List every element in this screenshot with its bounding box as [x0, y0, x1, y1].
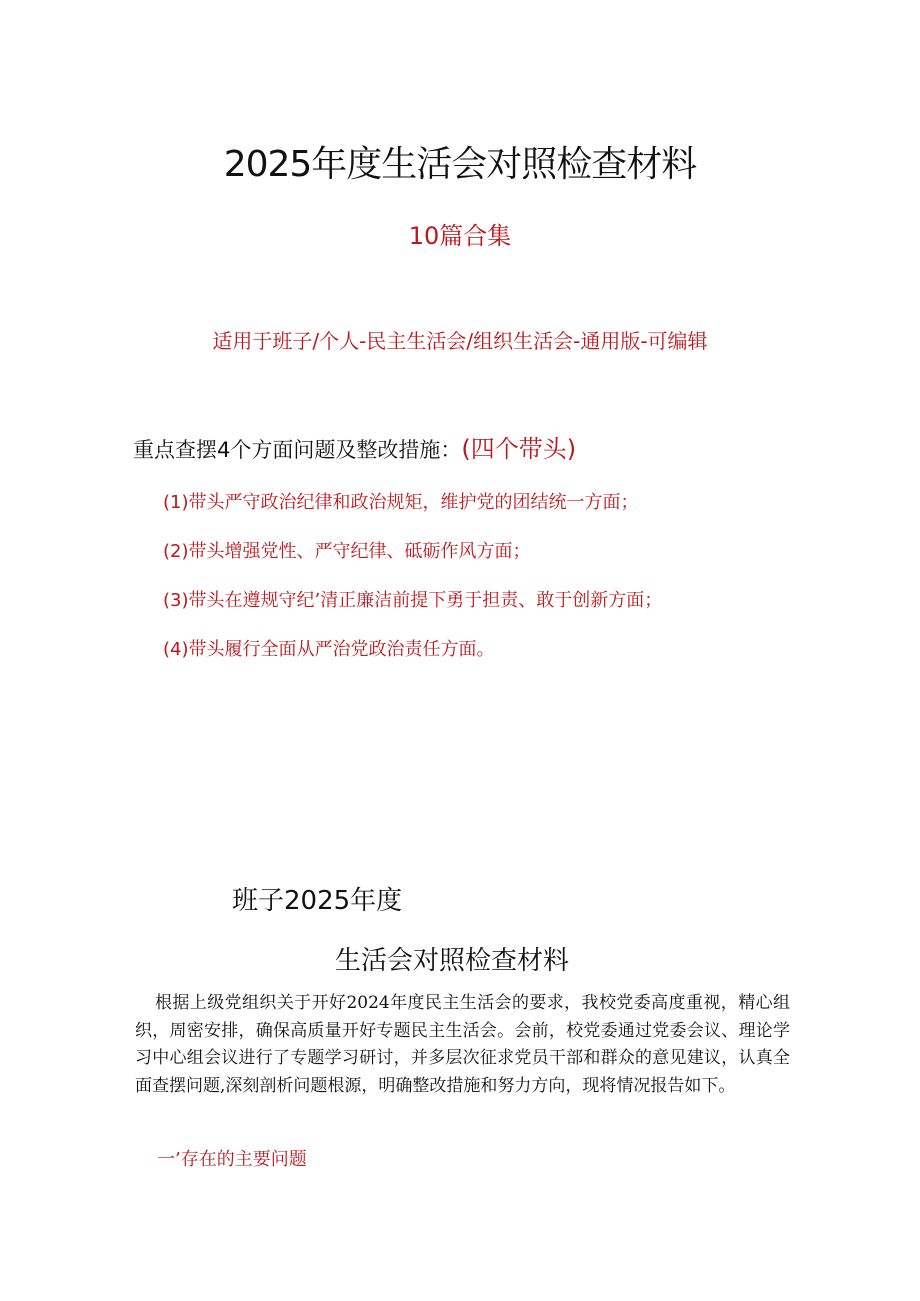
focus-item-2: [163, 537, 531, 563]
focus-heading-accent: (四个带头): [461, 435, 577, 463]
focus-item-4: [163, 635, 495, 661]
section-title-line-1: 班子2025年度: [232, 886, 403, 916]
intro-paragraph: 根据上级党组织关于开好2024年度民主生活会的要求，我校党委高度重视，精心组织，周密安排，确保高质量开好专题民主生活会。会前，校党委通过党委会议、理论学习中心组会议进行了专题学习研讨，并多层次征求党员干部和群众的意见建议，认真全面查摆问题,深刻剖析问题根源，明确整改措施和努力方向，现将情况报告如下。: [135, 993, 790, 1096]
section-heading-1: 一’存在的主要问题: [157, 1149, 307, 1170]
usage-note: 适用于班子/个人-民主生活会/组织生活会-通用版-可编辑: [212, 329, 708, 353]
document-subtitle: 10篇合集: [408, 222, 512, 250]
focus-item-number: (2): [163, 541, 189, 562]
focus-heading-text: 重点查摆4个方面问题及整改措施：: [133, 438, 462, 462]
focus-item-text: 带头履行全面从严治党政治责任方面。: [188, 639, 495, 660]
focus-item-3: [163, 586, 662, 612]
focus-item-number: (4): [163, 639, 189, 660]
focus-heading: [133, 429, 576, 464]
focus-item-1: [163, 488, 639, 514]
document-title: 2025年度生活会对照检查材料: [223, 144, 697, 185]
focus-item-text: 带头增强党性、严守纪律、砥砺作风方面；: [188, 541, 531, 562]
focus-item-number: (1): [163, 492, 189, 513]
focus-item-number: (3): [163, 590, 189, 611]
focus-item-text: 带头在遵规守纪’清正廉洁前提下勇于担责、敢于创新方面；: [188, 590, 663, 611]
focus-item-text: 带头严守政治纪律和政治规矩，维护党的团结统一方面；: [188, 492, 639, 513]
section-title-line-2: 生活会对照检查材料: [335, 946, 570, 976]
